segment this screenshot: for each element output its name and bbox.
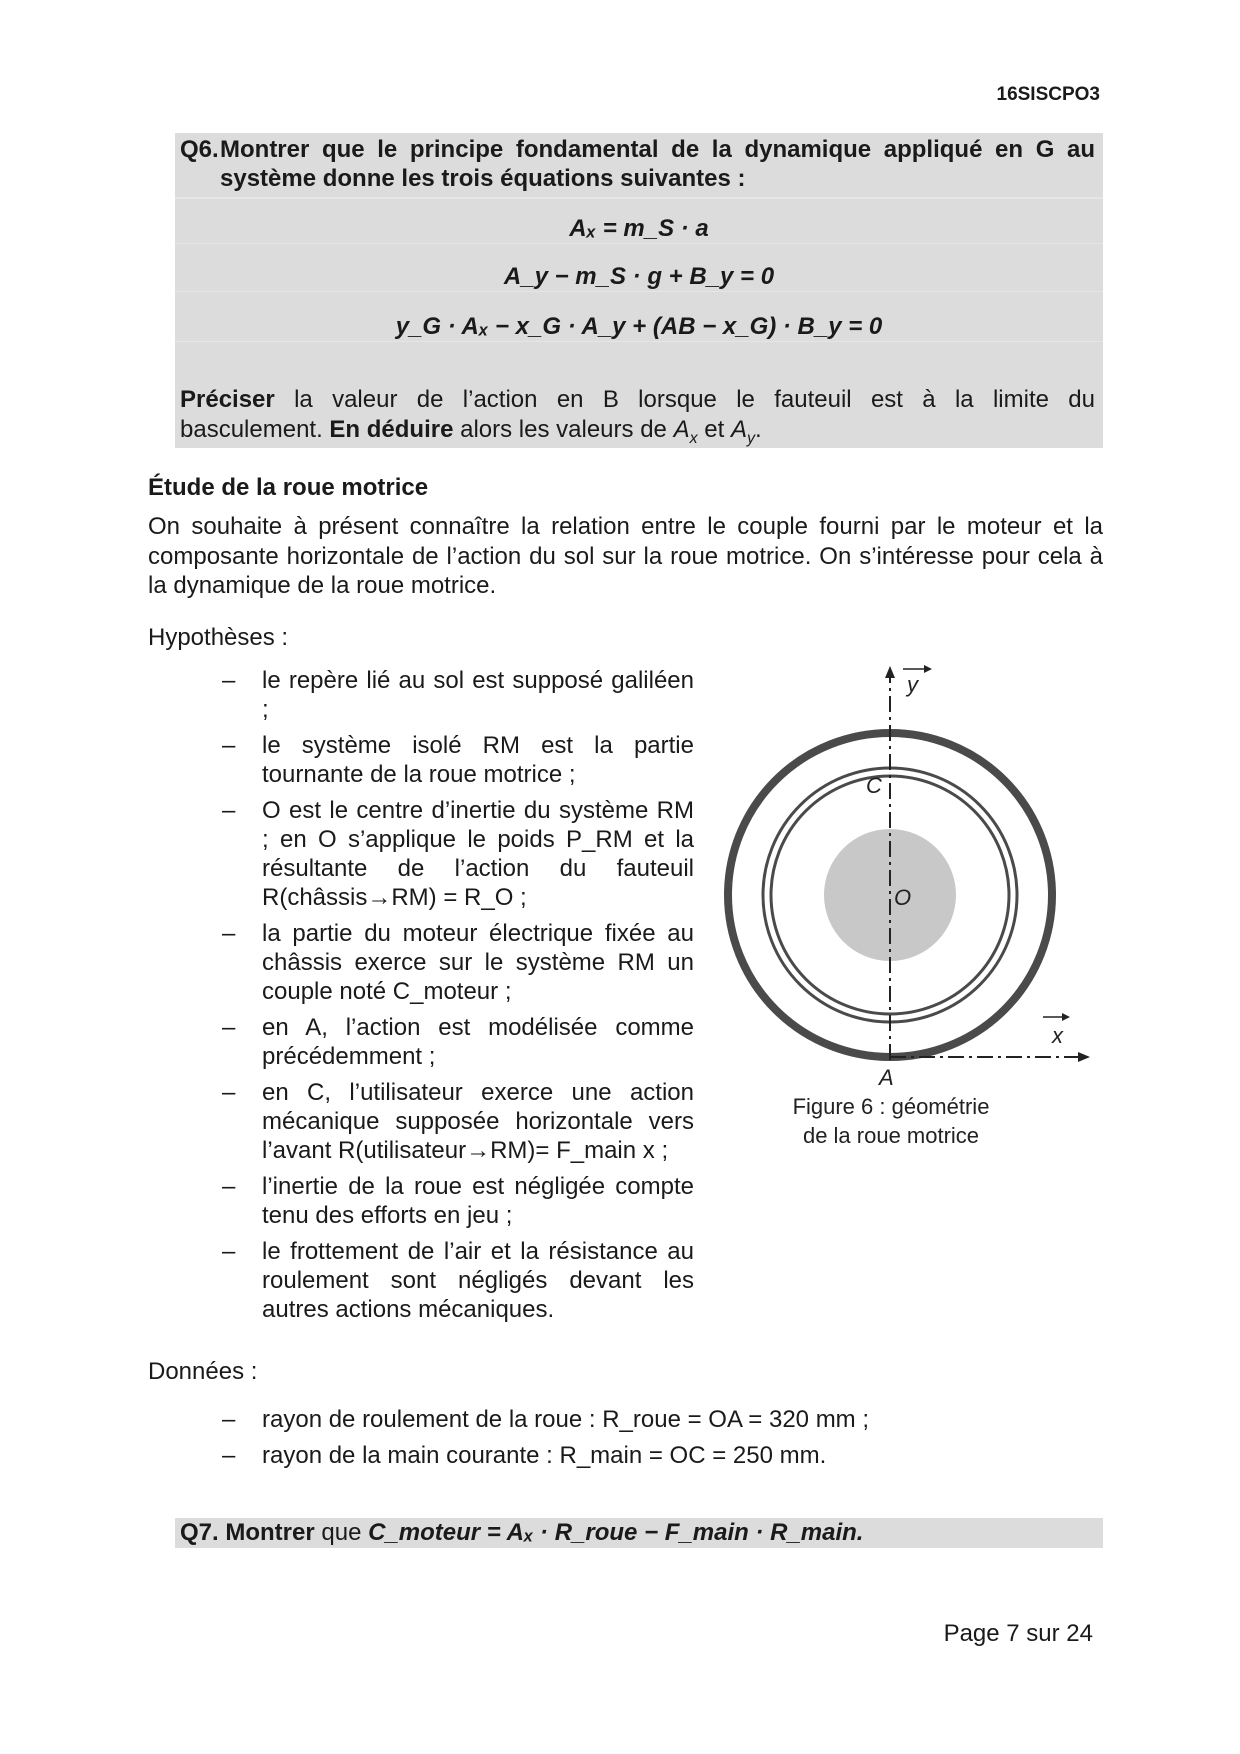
x-axis-arrowhead <box>1078 1052 1090 1062</box>
hypotheses-label: Hypothèses : <box>148 624 289 651</box>
instruction-text-2: basculement. <box>180 416 330 443</box>
equation-1-text: Aₓ = m_S · a <box>569 215 709 242</box>
point-c-label: C <box>866 773 882 798</box>
x-axis-label: x <box>1052 1023 1063 1048</box>
list-item: – rayon de la main courante : R_main = OC = 250 mm. <box>222 1441 922 1470</box>
page-number: Page 7 sur 24 <box>943 1620 1093 1647</box>
list-item: – rayon de roulement de la roue : R_roue = OA = 320 mm ; <box>222 1405 922 1434</box>
question-6-text: Montrer que le principe fondamental de la dynamique appliqué en G au système donne les trois équations suivantes : <box>220 136 1095 192</box>
wheel-geometry-figure <box>700 660 1120 1160</box>
y-vector-arrowhead <box>924 665 932 673</box>
question-7-keyword: Montrer <box>225 1519 315 1546</box>
list-item: – l’inertie de la roue est négligée compte tenu des efforts en jeu ; <box>222 1172 694 1230</box>
question-7-number: Q7. <box>180 1519 219 1546</box>
question-7-box <box>175 1518 1103 1548</box>
list-item: – en A, l’action est modélisée comme précédemment ; <box>222 1013 694 1071</box>
equation-3 <box>175 313 1103 341</box>
y-axis-arrowhead <box>885 666 895 678</box>
figure-caption-line2: de la roue motrice <box>802 1123 980 1148</box>
equation-2-text: A_y − m_S · g + B_y = 0 <box>503 263 775 290</box>
list-item: – le repère lié au sol est supposé galiléen ; <box>222 666 694 724</box>
question-7-text: que <box>314 1519 369 1546</box>
hypotheses-list <box>222 666 694 1331</box>
y-axis-label: y <box>907 672 918 697</box>
list-item: – le système isolé RM est la partie tournante de la roue motrice ; <box>222 731 694 789</box>
donnees-label: Données : <box>148 1358 258 1385</box>
question-7-formula: C_moteur = Aₓ · R_roue − F_main · R_main. <box>368 1519 864 1546</box>
equation-2 <box>175 263 1103 291</box>
question-7-title <box>180 1518 863 1547</box>
question-6-instruction-line1 <box>180 385 1095 415</box>
section-intro: On souhaite à présent connaître la relation entre le couple fourni par le moteur et la composante horizontale de l’action du sol sur la roue motrice. On s’intéresse pour cela à la dynamique de la roue motrice. <box>148 513 1103 599</box>
section-heading: Étude de la roue motrice <box>148 474 429 501</box>
precise-keyword: Préciser <box>180 386 275 413</box>
point-o-label: O <box>894 885 912 910</box>
question-6-number: Q6. <box>180 136 219 163</box>
list-item: – le frottement de l’air et la résistance au roulement sont négligés devant les autres actions mécaniques. <box>222 1237 694 1324</box>
question-6-box <box>175 133 1103 448</box>
donnees-list <box>222 1405 922 1477</box>
document-code: 16SISCPO3 <box>996 84 1100 105</box>
question-6-title <box>180 135 1095 193</box>
question-6-instruction-line2: basculement. En déduire alors les valeurs de $A_x$ et $A_y$. <box>180 416 762 447</box>
figure-caption-line1: Figure 6 : géométrie <box>792 1094 990 1119</box>
list-item: – la partie du moteur électrique fixée au châssis exerce sur le système RM un couple noté C_moteur ; <box>222 919 694 1006</box>
x-vector-arrowhead <box>1062 1013 1070 1021</box>
instruction-text-1: la valeur de l’action en B lorsque le fauteuil est à la limite du <box>274 386 1095 413</box>
equation-3-text: y_G · Aₓ − x_G · A_y + (AB − x_G) · B_y = 0 <box>395 313 883 340</box>
list-item: – O est le centre d’inertie du système RM ; en O s’applique le poids P_RM et la résultante de l’action du fauteuil R(châssis→RM) = R_O ; <box>222 796 694 912</box>
deduce-keyword: En déduire <box>329 416 454 443</box>
point-a-label: A <box>879 1065 894 1090</box>
list-item: – en C, l’utilisateur exerce une action mécanique supposée horizontale vers l’avant R(utilisateur→RM)= F_main x ; <box>222 1078 694 1165</box>
instruction-text-3: alors les valeurs de <box>453 416 674 443</box>
equation-1 <box>175 215 1103 243</box>
